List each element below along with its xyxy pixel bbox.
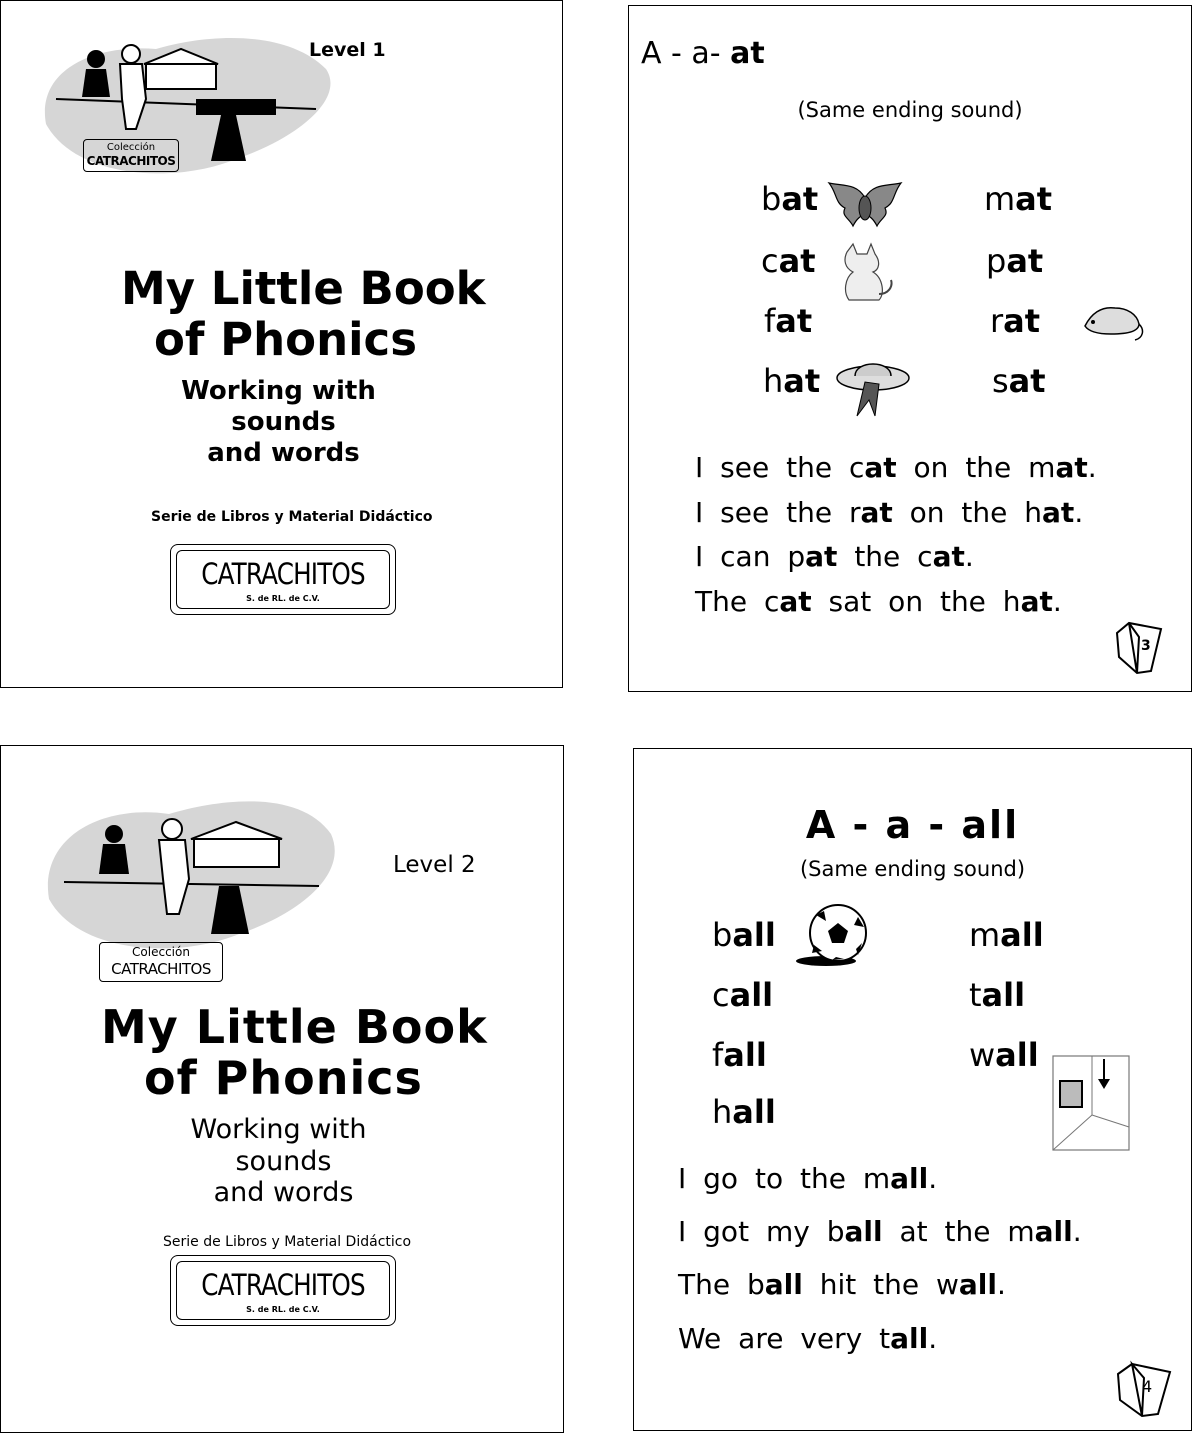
collection-name: CATRACHITOS xyxy=(86,154,176,168)
subtitle-line-3: and words xyxy=(207,438,360,468)
heading-prefix: A - a- xyxy=(641,36,731,71)
sentence-2: I got my ball at the mall. xyxy=(678,1215,1082,1248)
publisher-name: CATRACHITOS xyxy=(201,1268,365,1302)
collection-badge xyxy=(83,139,179,172)
sentence-4: We are very tall. xyxy=(678,1322,938,1355)
word-mat: mat xyxy=(984,180,1053,218)
sentence-3: I can pat the cat. xyxy=(695,540,974,573)
rat-icon xyxy=(1081,296,1147,342)
page-number: 3 xyxy=(1141,638,1151,654)
word-wall: wall xyxy=(969,1036,1039,1074)
word-rat: rat xyxy=(990,302,1041,340)
subtitle-line-1: Working with xyxy=(190,1114,367,1145)
sentence-2: I see the rat on the hat. xyxy=(695,496,1084,529)
word-fat: fat xyxy=(764,302,813,340)
word-cat: cat xyxy=(761,242,816,280)
cover-level-2 xyxy=(0,745,564,1433)
level-label: Level 2 xyxy=(393,852,476,878)
subtitle-line-2: sounds xyxy=(235,1146,332,1177)
page-at-family xyxy=(628,5,1192,692)
word-mall: mall xyxy=(969,916,1044,954)
page-heading xyxy=(641,36,765,71)
collection-label: Colección xyxy=(132,945,190,959)
page-number: 4 xyxy=(1142,1377,1153,1396)
page-heading: A - a - all xyxy=(805,803,1020,847)
subtitle-line-1: Working with xyxy=(181,376,376,406)
publisher-legal-suffix: S. de RL. de C.V. xyxy=(246,1305,320,1314)
publisher-logo xyxy=(170,544,396,615)
series-label: Serie de Libros y Material Didáctico xyxy=(151,509,433,525)
book-title-line-1: My Little Book xyxy=(101,1000,488,1054)
sentence-3: The ball hit the wall. xyxy=(678,1268,1006,1301)
word-bat: bat xyxy=(761,180,819,218)
collection-badge xyxy=(99,942,223,982)
children-school-illustration xyxy=(36,29,336,179)
book-title-line-2: of Phonics xyxy=(144,1051,423,1105)
children-school-illustration xyxy=(39,794,339,959)
publisher-logo xyxy=(170,1255,396,1326)
book-title-line-1: My Little Book xyxy=(121,262,486,315)
word-ball: ball xyxy=(712,916,776,954)
bat-icon xyxy=(827,178,903,236)
word-pat: pat xyxy=(986,242,1044,280)
subtitle-line-2: sounds xyxy=(231,407,336,437)
sentence-4: The cat sat on the hat. xyxy=(695,585,1062,618)
wall-corner-icon xyxy=(1052,1055,1130,1151)
word-call: call xyxy=(712,976,774,1014)
publisher-legal-suffix: S. de RL. de C.V. xyxy=(246,594,320,603)
hat-icon xyxy=(835,354,911,418)
book-page-number-icon xyxy=(1115,619,1163,675)
series-label: Serie de Libros y Material Didáctico xyxy=(163,1234,412,1250)
word-hall: hall xyxy=(712,1093,776,1131)
cat-icon xyxy=(835,242,895,304)
subtitle-line-3: and words xyxy=(213,1177,354,1208)
heading-word-family: at xyxy=(730,36,765,71)
publisher-name: CATRACHITOS xyxy=(201,557,365,591)
page-subheading: (Same ending sound) xyxy=(797,98,1023,122)
word-hat: hat xyxy=(763,362,821,400)
collection-label: Colección xyxy=(106,142,156,153)
word-tall: tall xyxy=(969,976,1026,1014)
page-subheading: (Same ending sound) xyxy=(799,857,1026,881)
level-label: Level 1 xyxy=(309,39,386,61)
word-sat: sat xyxy=(992,362,1046,400)
sentence-1: I see the cat on the mat. xyxy=(695,451,1097,484)
book-title-line-2: of Phonics xyxy=(154,313,418,366)
cover-level-1 xyxy=(0,0,563,688)
sentence-1: I go to the mall. xyxy=(678,1162,938,1195)
collection-name: CATRACHITOS xyxy=(111,960,211,978)
page-all-family xyxy=(633,748,1192,1431)
word-fall: fall xyxy=(712,1036,767,1074)
soccer-ball-icon xyxy=(796,903,870,969)
